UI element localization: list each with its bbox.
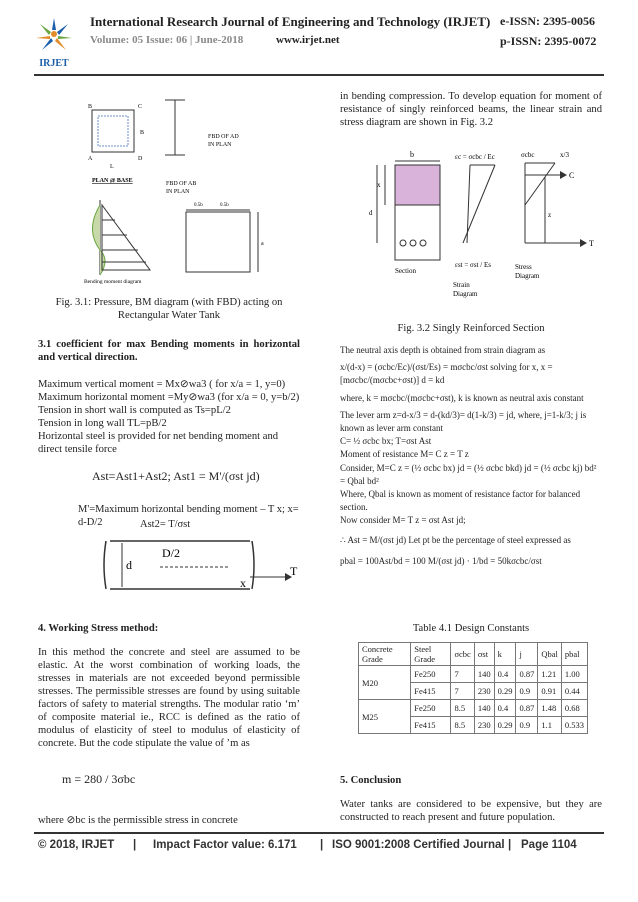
- equation-mprime: M'=Maximum horizontal bending moment – T x; x= d-D/2: [78, 504, 299, 528]
- col-header: j: [516, 643, 538, 666]
- cell: 140: [474, 700, 494, 717]
- fig-3-1-caption: Fig. 3.1: Pressure, BM diagram (with FBD) acting on Rectangular Water Tank: [55, 297, 283, 321]
- cell: 0.29: [494, 717, 516, 734]
- svg-text:T: T: [589, 239, 594, 248]
- cell: 140: [474, 666, 494, 683]
- cell: 0.68: [561, 700, 587, 717]
- svg-text:C: C: [569, 171, 575, 180]
- svg-text:T: T: [290, 564, 298, 578]
- where-line: where ⊘bc is the permissible stress in concrete: [38, 815, 238, 826]
- derivation-line: The neutral axis depth is obtained from strain diagram as: [340, 345, 546, 355]
- col-header: σcbc: [451, 643, 474, 666]
- cell: 1.00: [561, 666, 587, 683]
- journal-title: International Research Journal of Engineering and Technology (IRJET): [90, 14, 491, 29]
- svg-text:B: B: [140, 130, 145, 136]
- svg-text:Diagram: Diagram: [515, 272, 540, 280]
- cell: 0.9: [516, 717, 538, 734]
- table-row: [359, 666, 588, 683]
- cell: 1.1: [538, 717, 562, 734]
- svg-text:εst = σst / Es: εst = σst / Es: [455, 261, 491, 269]
- derivation-line: The lever arm z=d-x/3 = d-(kd/3)= d(1-k/3) = jd, where, j=1-k/3; j is known as lever arm constant: [340, 409, 587, 434]
- svg-text:b: b: [410, 150, 414, 159]
- cell: 230: [474, 717, 494, 734]
- e-issn: e-ISSN: 2395-0056: [500, 14, 595, 28]
- fbd-ad-label: FBD OF AD: [208, 134, 239, 140]
- cell: 0.91: [538, 683, 562, 700]
- cell: 0.4: [494, 666, 516, 683]
- svg-text:εc = σcbc / Ec: εc = σcbc / Ec: [455, 153, 495, 161]
- col-header: Steel Grade: [411, 643, 451, 666]
- derivation-block: [340, 344, 602, 568]
- table-header-row: [359, 643, 588, 666]
- table-4-1-caption: Table 4.1 Design Constants: [412, 623, 530, 634]
- col-header: pbal: [561, 643, 587, 666]
- derivation-line: Moment of resistance M= C z = T z: [340, 449, 469, 460]
- footer-iso: ISO 9001:2008 Certified Journal: [332, 839, 505, 851]
- cell: Fe250: [411, 700, 451, 717]
- svg-text:D/2: D/2: [162, 546, 180, 560]
- section-sketch: [100, 535, 300, 595]
- svg-text:a: a: [261, 241, 264, 247]
- line-max-horizontal: Maximum horizontal moment =My⊘wa3 (for x/a = 0, y=b/2): [38, 392, 300, 403]
- derivation-line: Where, Qbal is known as moment of resistance factor for balanced section.: [340, 489, 581, 513]
- cell: 0.87: [516, 666, 538, 683]
- derivation-line: C= ½ σcbc bx; T=σst Ast: [340, 436, 432, 447]
- cell: 7: [451, 683, 474, 700]
- footer-rule: [34, 832, 604, 834]
- section-4-body: In this method the concrete and steel are assumed to be elastic. At the worst combination of working loads, the stresses in materials are not exceeded beyond permissible stresses. The permissible stresses are found by using suitable factors of safety to material strengths. The modular ratio ‘m’ of composite material ie., RCC is defined as the ratio of modulus of elasticity of steel to modulus of elasticity of concrete. But the code stipulate the value of ’m as: [38, 647, 300, 749]
- equation-ast2: Ast2= T/σst: [140, 519, 191, 530]
- right-intro-text: in bending compression. To develop equation for moment of resistance of singly reinforced beams, the linear strain and stress diagram are shown in Fig. 3.2: [340, 91, 602, 128]
- section-5-body: Water tanks are considered to be expensive, but they are constructed to reach present and future population.: [340, 799, 602, 823]
- cell: M20: [359, 666, 411, 700]
- footer-page-number: Page 1104: [521, 839, 577, 851]
- footer-impact-factor: Impact Factor value: 6.171: [153, 839, 297, 851]
- derivation-line: Consider, M=C z = (½ σcbc bx) jd = (½ σcbc bkd) jd = (½ σcbc kj) bd² = Qbal bd²: [340, 462, 597, 486]
- svg-text:x: x: [240, 576, 246, 590]
- svg-text:x/3: x/3: [560, 151, 569, 159]
- svg-text:σcbc: σcbc: [521, 151, 535, 159]
- cell: 0.533: [561, 717, 587, 734]
- col-header: Qbal: [538, 643, 562, 666]
- svg-text:0.5b: 0.5b: [220, 203, 229, 208]
- cell: 7: [451, 666, 474, 683]
- cell: Fe250: [411, 666, 451, 683]
- svg-text:C: C: [138, 104, 143, 110]
- footer-sep: |: [133, 839, 137, 851]
- cell: Fe415: [411, 717, 451, 734]
- footer-sep: |: [508, 839, 512, 851]
- svg-text:A: A: [88, 156, 93, 162]
- logo-text: IRJET: [39, 58, 69, 69]
- cell: 0.4: [494, 700, 516, 717]
- table-row: [359, 700, 588, 717]
- cell: 0.29: [494, 683, 516, 700]
- section-5-title: 5. Conclusion: [340, 775, 402, 786]
- cell: 8.5: [451, 700, 474, 717]
- equation-m: m = 280 / 3σbc: [62, 772, 136, 786]
- line-tension-short: Tension in short wall is computed as Ts=pL/2: [38, 405, 231, 416]
- p-issn: p-ISSN: 2395-0072: [500, 34, 597, 48]
- line-horizontal-steel: Horizontal steel is provided for net bending moment and direct tensile force: [38, 431, 279, 455]
- section-3-1-body: [38, 378, 300, 456]
- col-header: σst: [474, 643, 494, 666]
- journal-website[interactable]: www.irjet.net: [276, 34, 340, 46]
- fig-3-1-diagram: [80, 90, 290, 285]
- cell: 230: [474, 683, 494, 700]
- footer-copyright: © 2018, IRJET: [38, 839, 115, 851]
- fbd-ab-label: FBD OF AB: [166, 181, 197, 187]
- svg-text:0.5b: 0.5b: [194, 203, 203, 208]
- svg-text:B: B: [88, 104, 93, 110]
- bm-diagram-label: Bending moment diagram: [84, 279, 142, 285]
- plan-at-base-label: PLAN @ BASE: [92, 178, 133, 184]
- fig-3-2-caption: Fig. 3.2 Singly Reinforced Section: [397, 323, 545, 334]
- cell: 8.5: [451, 717, 474, 734]
- fig-3-2-diagram: [355, 145, 605, 310]
- svg-text:IN PLAN: IN PLAN: [166, 189, 190, 195]
- cell: 1.21: [538, 666, 562, 683]
- section-4-title: 4. Working Stress method:: [38, 623, 159, 634]
- volume-issue: Volume: 05 Issue: 06 | June-2018: [90, 34, 244, 46]
- svg-text:IN PLAN: IN PLAN: [208, 142, 232, 148]
- derivation-line: x/(d-x) = (σcbc/Ec)/(σst/Es) = mσcbc/σst solving for x, x = [mσcbc/(mσcbc+σst)] d = kd: [340, 362, 553, 386]
- svg-text:Diagram: Diagram: [453, 290, 478, 298]
- derivation-line: pbal = 100Ast/bd = 100 M/(σst jd) · 1/bd = 50kσcbc/σst: [340, 555, 542, 566]
- cell: 1.48: [538, 700, 562, 717]
- svg-text:z: z: [548, 211, 552, 219]
- section-label: Section: [395, 267, 416, 275]
- design-constants-table: [358, 642, 588, 734]
- col-header: Concrete Grade: [359, 643, 411, 666]
- svg-text:d: d: [369, 209, 373, 217]
- irjet-logo: [34, 14, 74, 72]
- cell: 0.44: [561, 683, 587, 700]
- cell: Fe415: [411, 683, 451, 700]
- strain-diagram-label: Strain: [453, 281, 470, 289]
- stress-diagram-label: Stress: [515, 263, 532, 271]
- section-3-1-title: 3.1 coefficient for max Bending moments in horizontal and vertical direction.: [38, 339, 300, 363]
- derivation-line: where, k = mσcbc/(mσcbc+σst), k is known as neutral axis constant: [340, 392, 584, 403]
- line-tension-long: Tension in long wall TL=pB/2: [38, 418, 167, 429]
- derivation-line: Now consider M= T z = σst Ast jd;: [340, 515, 466, 526]
- col-header: k: [494, 643, 516, 666]
- cell: M25: [359, 700, 411, 734]
- svg-text:D: D: [138, 156, 143, 162]
- equation-ast: Ast=Ast1+Ast2; Ast1 = M'/(σst jd): [92, 469, 260, 483]
- line-max-vertical: Maximum vertical moment = Mx⊘wa3 ( for x/a = 1, y=0): [38, 379, 286, 390]
- cell: 0.9: [516, 683, 538, 700]
- svg-text:d: d: [126, 558, 132, 572]
- header-rule: [34, 74, 604, 76]
- cell: 0.87: [516, 700, 538, 717]
- footer-sep: |: [320, 839, 324, 851]
- svg-text:x: x: [377, 181, 381, 189]
- svg-text:L: L: [110, 164, 114, 170]
- derivation-line: ∴ Ast = M/(σst jd) Let pt be the percentage of steel expressed as: [340, 534, 571, 545]
